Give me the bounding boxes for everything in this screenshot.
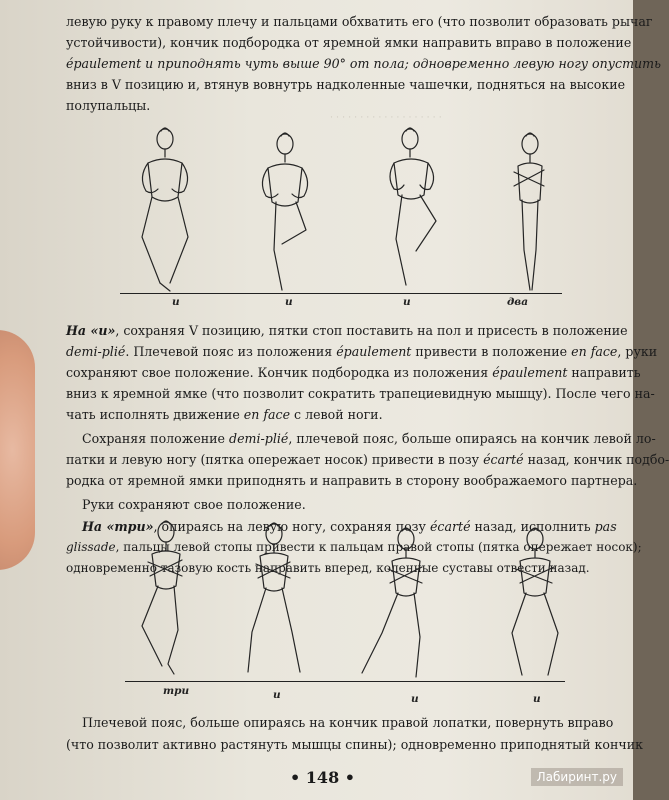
term: épaulement xyxy=(492,365,568,380)
term: demi-plié xyxy=(229,431,289,446)
text-span: , опираясь на левую ногу, сохраняя позу xyxy=(153,519,430,534)
text-span: назад, исполнить xyxy=(470,519,595,534)
dancer-figure xyxy=(360,525,440,695)
dancer-figure xyxy=(240,520,310,690)
floor-line xyxy=(125,681,565,682)
text-span: , сохраняя V позицию, пятки стоп поставить на пол и присесть в положение xyxy=(115,323,628,338)
text-span: , плечевой пояс, больше опираясь на кончик левой ло- xyxy=(288,431,656,446)
bleed-through-text: · · · · · · · · · · · · · · · · · · · xyxy=(330,112,442,123)
figure-caption: и xyxy=(411,693,419,705)
text-span: чать исполнять движение xyxy=(66,407,244,422)
term: glissade xyxy=(66,540,116,554)
text-span: направить xyxy=(567,365,641,380)
floor-line xyxy=(120,293,562,294)
term: en face xyxy=(243,407,291,422)
bold-lead: На «три» xyxy=(82,519,154,534)
term: demi-plié xyxy=(66,344,126,359)
text-line: вниз в V позицию и, втянув вовнутрь надколенные чашечки, подняться на высокие xyxy=(66,77,626,92)
figure-caption: и xyxy=(285,296,293,308)
dancer-figure xyxy=(250,130,320,300)
dancer-figure xyxy=(380,125,450,295)
text-line: полупальцы. xyxy=(66,98,151,113)
figure-caption: два xyxy=(507,296,528,308)
dancer-figure xyxy=(130,518,200,688)
watermark: Лабиринт.ру xyxy=(531,768,623,786)
text-span: привести в положение xyxy=(411,344,572,359)
term: en face xyxy=(571,344,618,359)
figure-caption: и xyxy=(273,689,281,701)
text-span: , руки xyxy=(617,344,658,359)
page-number: • 148 • xyxy=(290,768,355,787)
text-span: назад, кончик подбо- xyxy=(523,452,669,467)
term: écarté xyxy=(429,519,471,534)
holding-thumb xyxy=(0,330,35,570)
figure-caption: и xyxy=(172,296,180,308)
text-line: левую руку к правому плечу и пальцами обхватить его (что позволит образовать рычаг xyxy=(66,14,653,29)
text-line: одновременно тазовую кость направить вперед, коленные суставы отвести назад. xyxy=(66,561,590,575)
term: épaulement xyxy=(336,344,412,359)
text-span: патки и левую ногу (пятка опережает носок) привести в позу xyxy=(66,452,484,467)
text-line: Плечевой пояс, больше опираясь на кончик правой лопатки, повернуть вправо xyxy=(82,715,614,730)
dancer-figure xyxy=(500,525,570,695)
figure-caption: и xyxy=(403,296,411,308)
text-span: с левой ноги. xyxy=(290,407,383,422)
figure-caption: три xyxy=(163,685,190,697)
dancer-figure xyxy=(500,130,560,300)
text-line: épaulement и приподнять чуть выше 90° от пола; одновременно левую ногу опустить xyxy=(66,56,661,71)
text-span: . Плечевой пояс из положения xyxy=(125,344,337,359)
term: pas xyxy=(594,519,617,534)
text-line: родка от яремной ямки приподнять и направить в сторону воображаемого партнера. xyxy=(66,473,638,488)
text-span: сохраняют свое положение. Кончик подбородка из положения xyxy=(66,365,493,380)
text-line: вниз к яремной ямке (что позволит сократить трапециевидную мышцу). После чего на- xyxy=(66,386,655,401)
text-span: Сохраняя положение xyxy=(82,431,230,446)
dancer-figure xyxy=(130,125,200,295)
bold-lead: На «и» xyxy=(66,323,116,338)
text-line: устойчивости), кончик подбородка от яремной ямки направить вправо в положение xyxy=(66,35,632,50)
text-span: , пальцы левой стопы привести к пальцам правой стопы (пятка опережает носок); xyxy=(115,540,642,554)
text-line: (что позволит активно растянуть мышцы спины); одновременно приподнятый кончик xyxy=(66,737,644,752)
figure-caption: и xyxy=(533,693,541,705)
text-line: Руки сохраняют свое положение. xyxy=(82,497,306,512)
term: écarté xyxy=(483,452,524,467)
